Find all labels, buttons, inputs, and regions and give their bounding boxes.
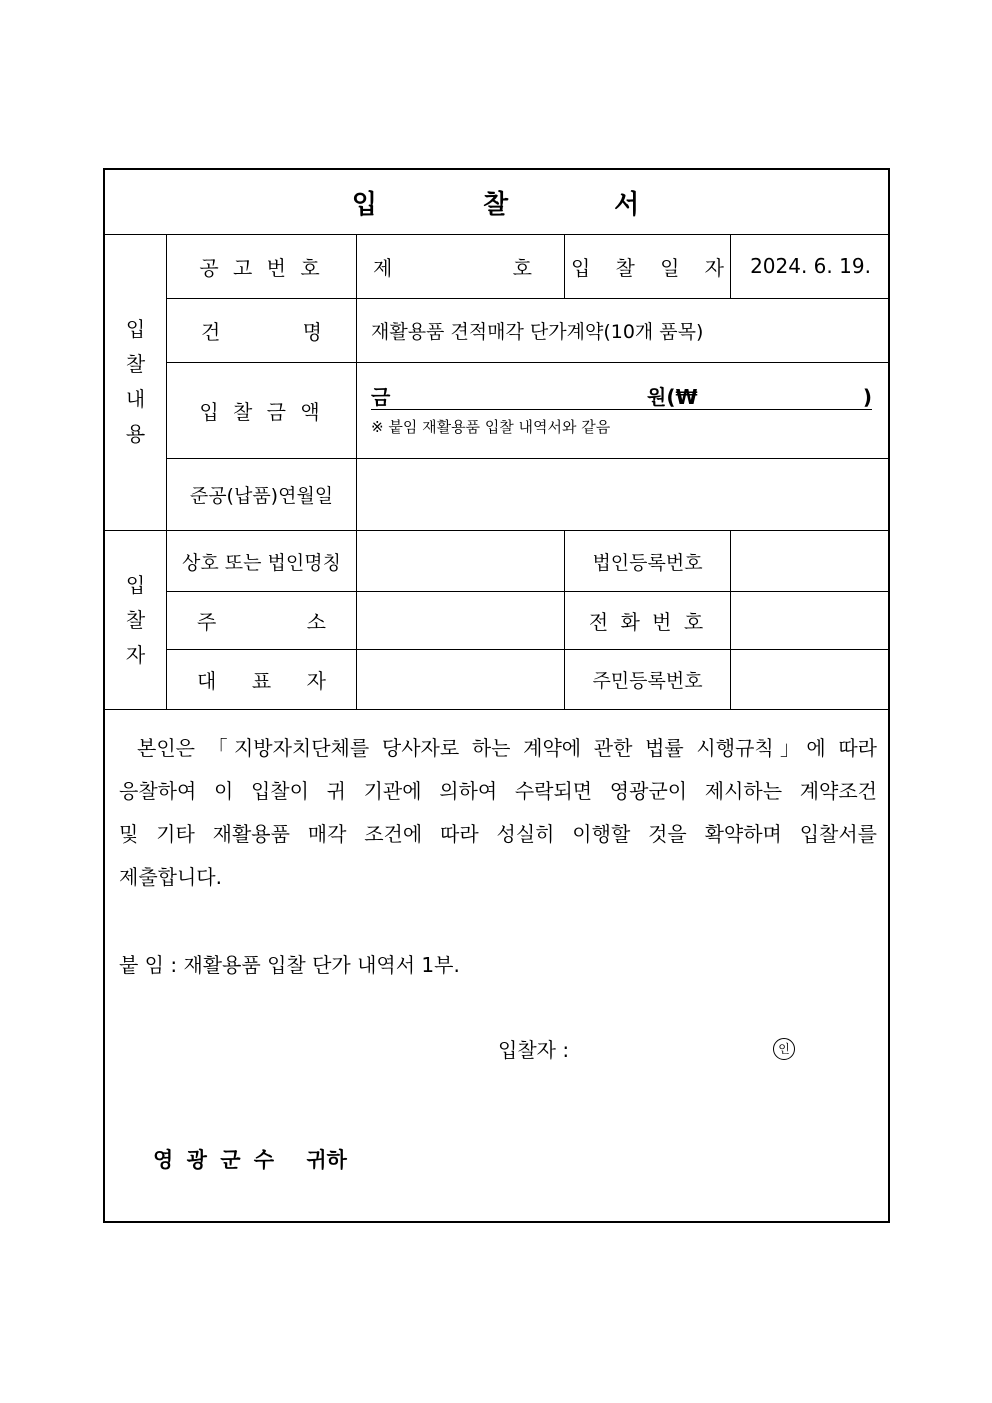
title-char: 서 [614,189,642,220]
address-value [356,591,564,649]
bid-amount-label: 입 찰 금 액 [166,362,356,458]
notice-no-value: 제 호 [356,234,564,298]
title-char: 입 [351,189,379,220]
form-title [105,170,888,235]
item-name-value: 재활용품 견적매각 단가계약(10개 품목) [356,298,890,362]
title-char: 찰 [482,189,511,220]
representative-label: 대 표 자 [166,649,356,709]
bid-amount-value [356,362,890,458]
resident-reg-no-value [730,649,890,709]
signer-label: 입찰자 : [498,1038,570,1062]
company-name-label: 상호 또는 법인명칭 [166,530,356,591]
bid-date-value: 2024. 6. 19. [730,234,890,298]
section-bid-content-label: 입 찰 내 용 [125,317,146,446]
attachment-line: 붙 임 : 재활용품 입찰 단가 내역서 1부. [119,953,460,977]
pledge-divider [105,709,888,710]
completion-date-value [356,458,890,530]
completion-date-label: 준공(납품)연월일 [166,458,356,530]
corp-reg-no-value [730,530,890,591]
resident-reg-no-label: 주민등록번호 [564,649,730,709]
representative-value [356,649,564,709]
company-name-value [356,530,564,591]
amount-line: 금 원(₩ ) [371,384,872,409]
address-label: 주 소 [166,591,356,649]
phone-value [730,591,890,649]
item-name-label: 건 명 [166,298,356,362]
amount-note: ※ 붙임 재활용품 입찰 내역서와 같음 [371,417,611,436]
notice-no-label: 공 고 번 호 [166,234,356,298]
pledge-text: 본인은 「지방자치단체를 당사자로 하는 계약에 관한 법률 시행규칙」에 따라 응찰하여 이 입찰이 귀 기관에 의하여 수락되면 영광군이 제시하는 계약조건 및 기타 재활용품 매각 조건에 따라 성실히 이행할 것을 확약하며 입찰서를 제출합니다. [119,736,877,889]
corp-reg-no-label: 법인등록번호 [564,530,730,591]
section-bidder-label: 입 찰 자 [105,530,166,709]
seal-mark: 인 [773,1038,795,1060]
phone-label: 전 화 번 호 [564,591,730,649]
bid-form [103,168,890,1223]
addressee: 영 광 군 수 귀하 [153,1148,347,1172]
bid-date-label: 입 찰 일 자 [564,234,730,298]
